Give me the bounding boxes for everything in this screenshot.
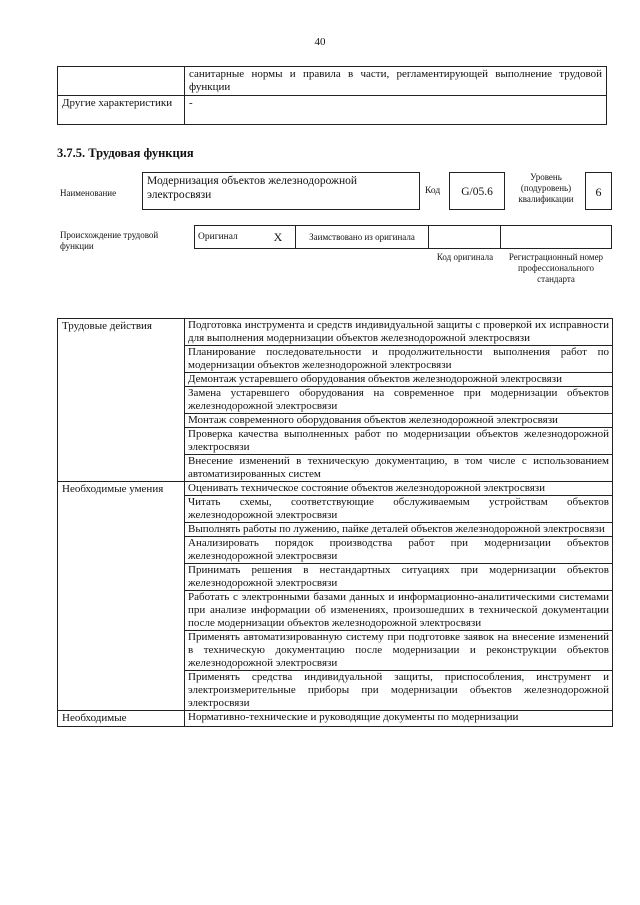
list-item: Применять автоматизированную систему при подготовке заявок на внесение изменений в техническую документацию после модернизации и реконструкции объектов железнодорожной электросвязи: [185, 631, 613, 671]
qualification-level-label: Уровень (подуровень) квалификации: [518, 172, 574, 204]
table-row: [58, 482, 613, 496]
list-item: Монтаж современного оборудования объектов железнодорожной электросвязи: [185, 414, 613, 428]
name-label: Наименование: [60, 188, 117, 198]
table-row: [58, 711, 613, 727]
function-name-value: Модернизация объектов железнодорожной электросвязи: [142, 172, 420, 210]
section-title: 3.7.5. Трудовая функция: [57, 146, 194, 160]
list-item: Внесение изменений в техническую документацию, в том числе с использованием автоматизированных систем: [185, 455, 613, 482]
table-row: [58, 67, 607, 96]
skills-label: Необходимые умения: [58, 482, 185, 711]
reg-number-cell: [501, 226, 612, 249]
other-characteristics-label: Другие характеристики: [58, 96, 185, 125]
list-item: Нормативно-технические и руководящие документы по модернизации: [185, 711, 613, 727]
origin-label: Происхождение трудовой функции: [60, 230, 159, 251]
list-item: Демонтаж устаревшего оборудования объектов железнодорожной электросвязи: [185, 373, 613, 387]
list-item: Читать схемы, соответствующие обслуживаемым устройствам объектов железнодорожной электросвязи: [185, 496, 613, 523]
list-item: Подготовка инструмента и средств индивидуальной защиты с проверкой их исправности для выполнения модернизации объектов железнодорожной электросвязи: [185, 319, 613, 346]
previous-function-table: [57, 66, 607, 125]
reg-number-caption: Регистрационный номер профессионального стандарта: [508, 252, 604, 284]
borrowed-label: Заимствовано из оригинала: [296, 226, 429, 249]
list-item: Анализировать порядок производства работ при модернизации объектов железнодорожной электросвязи: [185, 537, 613, 564]
list-item: Работать с электронными базами данных и информационно-аналитическими системами при анализе информации об изменениях, произошедших в технической документации после модернизации объектов железнодорожной электросвязи: [185, 591, 613, 631]
original-mark: X: [261, 226, 296, 249]
qualification-level-value: 6: [585, 172, 612, 210]
labor-actions-label: Трудовые действия: [58, 319, 185, 482]
other-characteristics-value: -: [185, 96, 607, 125]
page-number: 40: [314, 36, 326, 48]
origin-table: [194, 225, 612, 249]
function-details-table: [57, 318, 613, 727]
code-original-caption: Код оригинала: [436, 252, 494, 262]
list-item: Выполнять работы по лужению, пайке деталей объектов железнодорожной электросвязи: [185, 523, 613, 537]
list-item: Замена устаревшего оборудования на современное при модернизации объектов железнодорожной электросвязи: [185, 387, 613, 414]
table-row: [195, 226, 612, 249]
table-row: [58, 319, 613, 346]
code-original-cell: [429, 226, 501, 249]
list-item: Оценивать техническое состояние объектов железнодорожной электросвязи: [185, 482, 613, 496]
list-item: Применять средства индивидуальной защиты, приспособления, инструмент и электроизмерительные приборы при модернизации объектов железнодорожной электросвязи: [185, 671, 613, 711]
code-label: Код: [425, 186, 441, 196]
knowledge-label: Необходимые: [58, 711, 185, 727]
list-item: Проверка качества выполненных работ по модернизации объектов железнодорожной электросвязи: [185, 428, 613, 455]
list-item: Принимать решения в нестандартных ситуациях при модернизации объектов железнодорожной электросвязи: [185, 564, 613, 591]
function-code-value: G/05.6: [449, 172, 505, 210]
original-label: Оригинал: [195, 226, 262, 249]
table-row: [58, 96, 607, 125]
empty-cell: [58, 67, 185, 96]
list-item: Планирование последовательности и продолжительности выполнения работ по модернизации объектов железнодорожной электросвязи: [185, 346, 613, 373]
norms-text: санитарные нормы и правила в части, регламентирующей выполнение трудовой функции: [185, 67, 607, 96]
